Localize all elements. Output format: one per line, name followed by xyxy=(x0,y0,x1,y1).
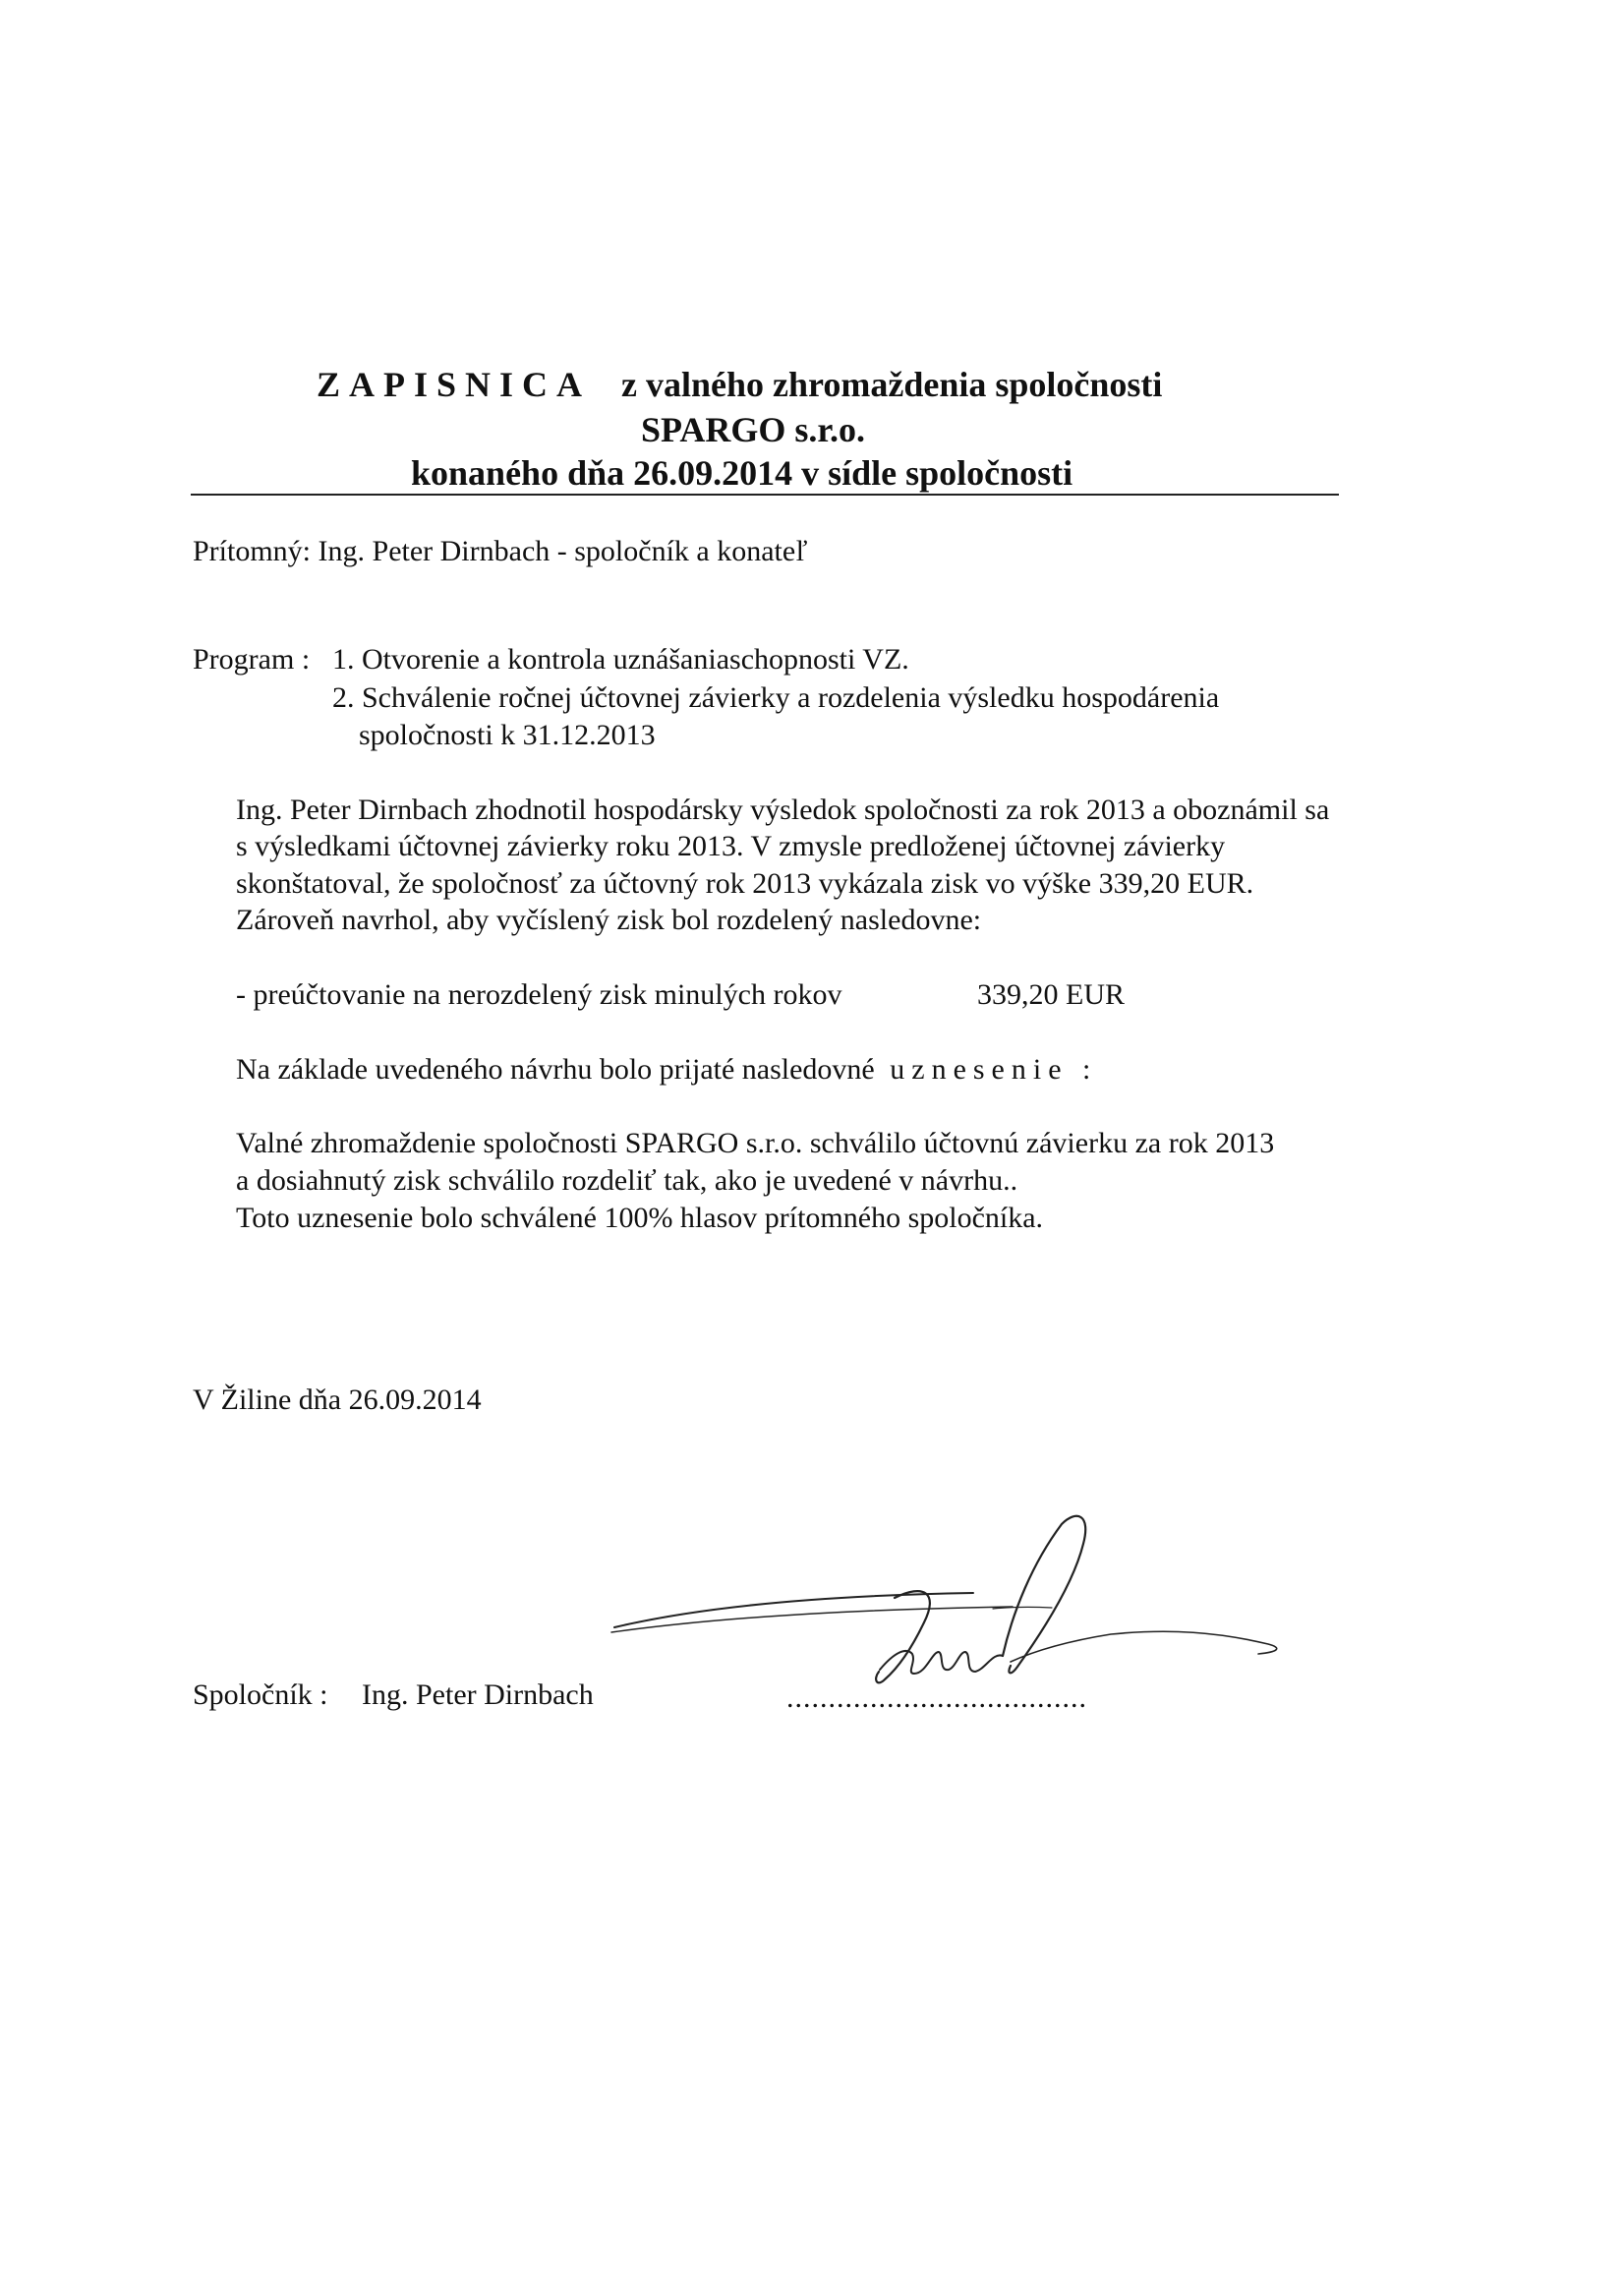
program-item-1: 1. Otvorenie a kontrola uznášaniaschopnosti VZ. xyxy=(332,643,909,676)
body-line-4: Zároveň navrhol, aby vyčíslený zisk bol rozdelený nasledovne: xyxy=(236,904,982,936)
present-line: Prítomný: Ing. Peter Dirnbach - spoločník a konateľ xyxy=(193,535,808,567)
program-item-2: 2. Schválenie ročnej účtovnej závierky a rozdelenia výsledku hospodárenia xyxy=(332,681,1220,714)
body-line-1: Ing. Peter Dirnbach zhodnotil hospodársky výsledok spoločnosti za rok 2013 a oboznámil sa xyxy=(236,794,1330,826)
signature-line: .................................... xyxy=(786,1681,1087,1714)
program-label: Program : xyxy=(193,643,311,676)
body-line-2: s výsledkami účtovnej závierky roku 2013. V zmysle predloženej účtovnej závierky xyxy=(236,830,1226,862)
company-name: SPARGO s.r.o. xyxy=(641,410,866,449)
title-line-1 xyxy=(317,364,1162,405)
title-word: ZAPISNICA xyxy=(317,365,592,404)
body-line-3: skonštatoval, že spoločnosť za účtovný rok 2013 vykázala zisk vo výške 339,20 EUR. xyxy=(236,867,1254,900)
resolution-intro-text: Na základe uvedeného návrhu bolo prijaté nasledovné xyxy=(236,1053,875,1086)
title-subject: z valného zhromaždenia spoločnosti xyxy=(621,365,1163,404)
handwritten-signature xyxy=(600,1504,1307,1740)
allocation-amount: 339,20 EUR xyxy=(977,978,1125,1011)
resolution-intro xyxy=(236,1052,1097,1088)
signatory-name: Ing. Peter Dirnbach xyxy=(362,1678,594,1711)
program-item-2-cont: spoločnosti k 31.12.2013 xyxy=(359,719,656,751)
resolution-word: uznesenie : xyxy=(890,1053,1098,1086)
resolution-line-2: a dosiahnutý zisk schválilo rozdeliť tak, ako je uvedené v návrhu.. xyxy=(236,1164,1018,1197)
allocation-label: - preúčtovanie na nerozdelený zisk minulých rokov xyxy=(236,978,842,1011)
title-divider xyxy=(191,494,1339,496)
signatory-label: Spoločník : xyxy=(193,1678,328,1711)
meeting-date-line: konaného dňa 26.09.2014 v sídle spoločnosti xyxy=(411,453,1073,493)
resolution-line-3: Toto uznesenie bolo schválené 100% hlasov prítomného spoločníka. xyxy=(236,1202,1044,1234)
resolution-line-1: Valné zhromaždenie spoločnosti SPARGO s.r.o. schválilo účtovnú závierku za rok 2013 xyxy=(236,1127,1275,1159)
place-date: V Žiline dňa 26.09.2014 xyxy=(193,1383,482,1416)
